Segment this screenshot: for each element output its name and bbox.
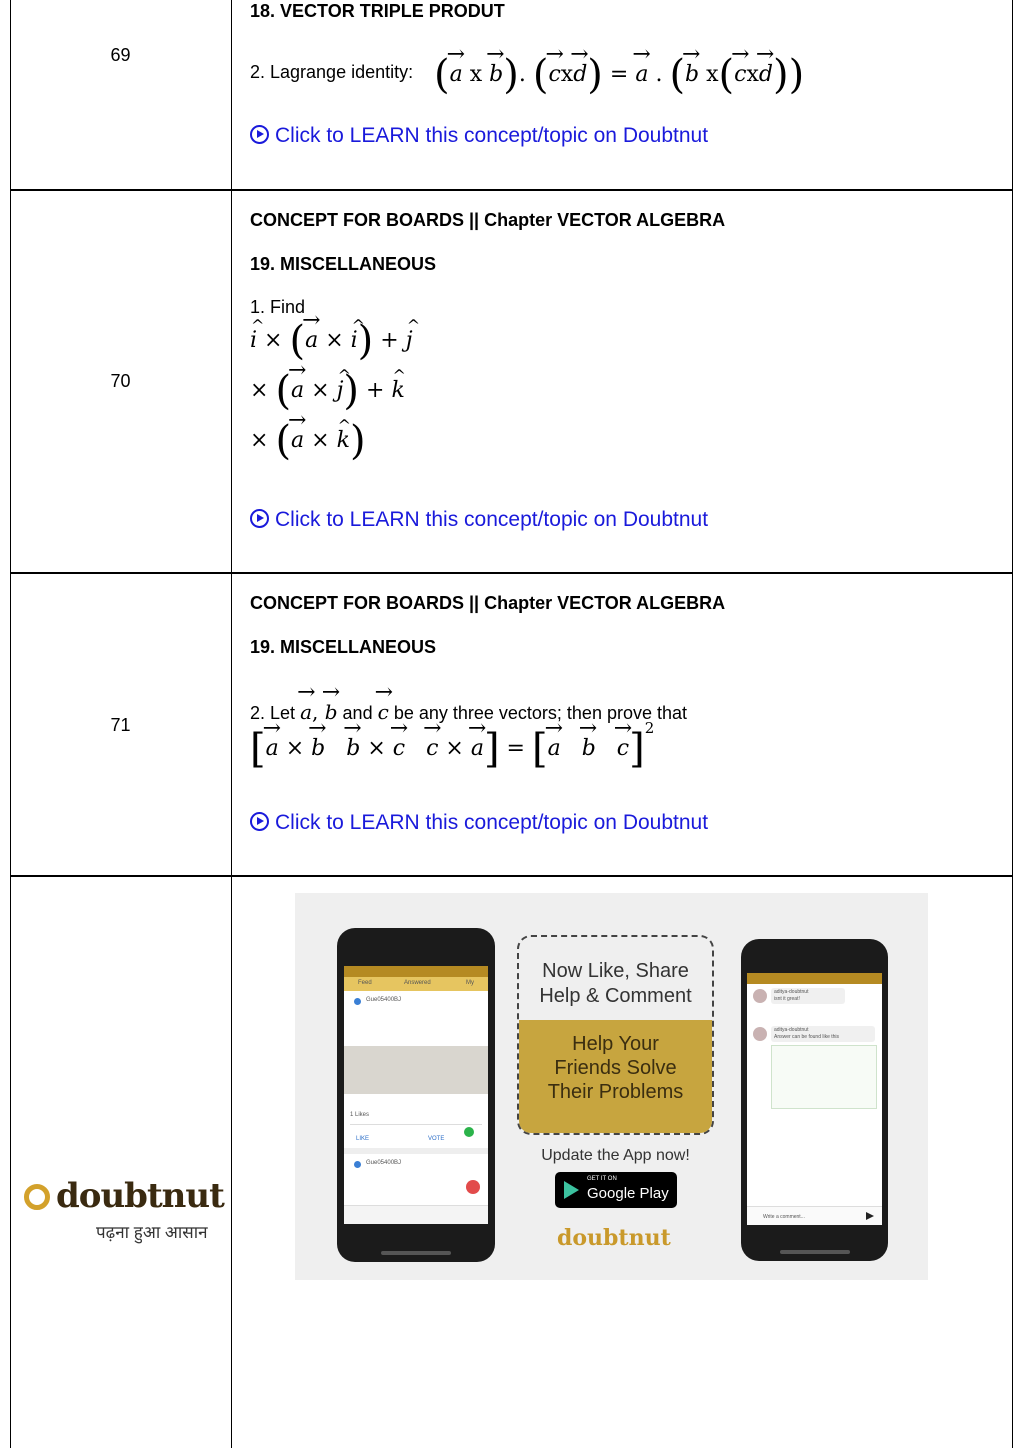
logo-tagline: पढ़ना हुआ आसान (96, 1223, 208, 1242)
banner-brand-logo: doubtnut (557, 1225, 671, 1251)
doubtnut-logo-icon (24, 1184, 50, 1210)
promo-card (517, 935, 714, 1135)
chapter-heading: CONCEPT FOR BOARDS || Chapter VECTOR ALGEBRA (250, 593, 726, 613)
chapter-heading: CONCEPT FOR BOARDS || Chapter VECTOR ALGEBRA (250, 210, 726, 230)
row-number: 71 (110, 715, 131, 735)
learn-concept-link[interactable]: Click to LEARN this concept/topic on Doubtnut (250, 811, 708, 835)
left-phone-screen: Feed Answered My Gue05400BJ 1 Likes LIKE VOTE Gue05400BJ (344, 966, 488, 1224)
question-prefix: 1. Find (250, 297, 306, 317)
question-prefix: 2. Lagrange identity: (250, 62, 414, 82)
row-number: 69 (110, 45, 131, 65)
formula-line-1: ^ i × (→ a × ^ i) + ^ j (250, 318, 413, 364)
promo-highlight: Help Your Friends Solve Their Problems (519, 1020, 712, 1133)
google-play-button[interactable]: GET IT ON Google Play (555, 1172, 677, 1208)
app-promo-banner[interactable] (295, 893, 928, 1280)
play-circle-icon (250, 509, 269, 528)
box-product-formula: [→ a × → b → b × → c → c × → a] = [→ a → b → c]$^2$ (250, 719, 654, 772)
formula-line-2: × (→ a × ^ j) + ^ k (250, 368, 405, 414)
table-row (10, 0, 1013, 189)
lagrange-identity-formula: (→ a x → b). (→ cx→ d) = → a . (→ b x(→ cx→ d)) (434, 52, 804, 98)
logo-wordmark: doubtnut (56, 1176, 224, 1216)
send-icon (866, 1212, 874, 1220)
left-phone-mockup (337, 928, 495, 1262)
section-heading: 18. VECTOR TRIPLE PRODUT (250, 1, 505, 21)
google-play-icon (564, 1181, 579, 1199)
play-circle-icon (250, 812, 269, 831)
row-number: 70 (110, 371, 131, 391)
promo-headline: Now Like, Share Help & Comment (539, 960, 692, 1007)
table-row (10, 190, 1013, 572)
formula-line-3: × (→ a × ^ k) (250, 418, 366, 464)
right-phone-screen: aditya-doubtnut isnt it great! aditya-doubtnut Answer can be found like this Write a comment... (747, 973, 882, 1225)
section-heading: 19. MISCELLANEOUS (250, 254, 437, 274)
learn-concept-link[interactable]: Click to LEARN this concept/topic on Doubtnut (250, 124, 708, 148)
right-phone-mockup (741, 939, 888, 1261)
learn-concept-link[interactable]: Click to LEARN this concept/topic on Doubtnut (250, 508, 708, 532)
row-divider (10, 875, 1013, 877)
table-row (10, 573, 1013, 875)
update-app-text: Update the App now! (541, 1147, 690, 1164)
play-circle-icon (250, 125, 269, 144)
section-heading: 19. MISCELLANEOUS (250, 637, 437, 657)
question-text: 2. Let → a, → b and → c be any three vectors; then prove that (250, 696, 687, 724)
